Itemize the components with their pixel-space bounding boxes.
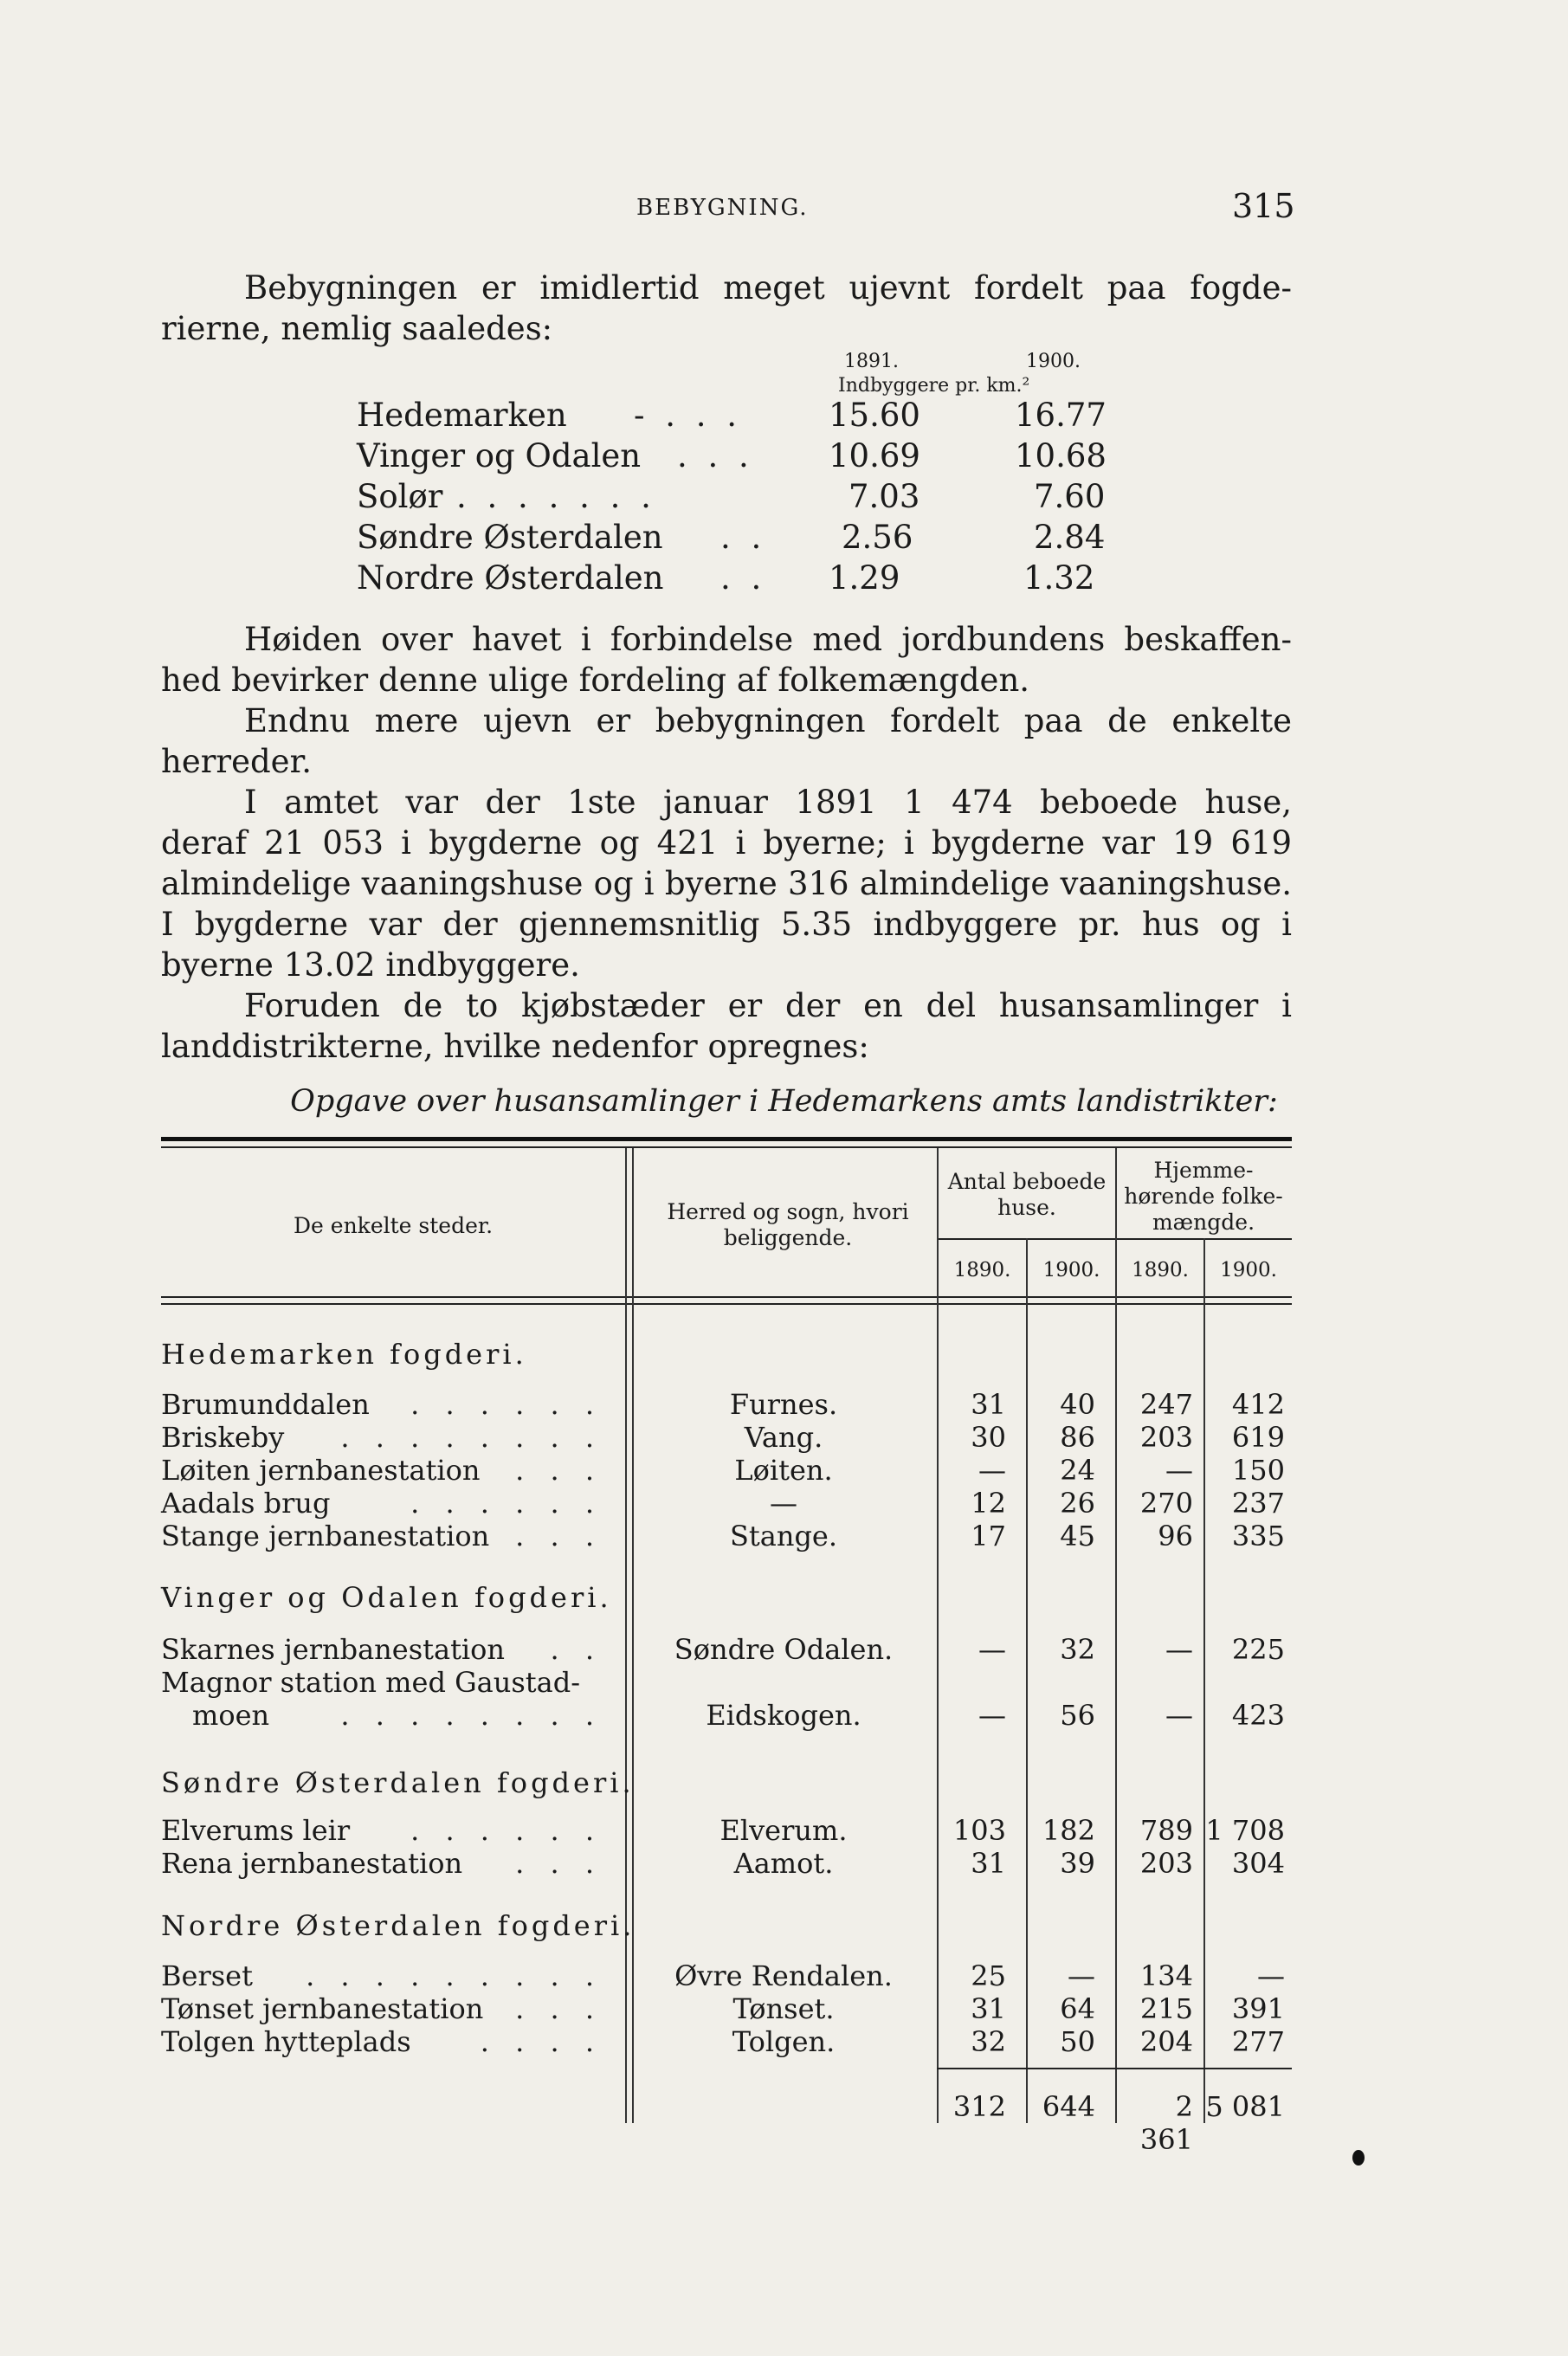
text-line: herreder. xyxy=(161,743,312,780)
header-sub-rule xyxy=(937,1238,1292,1240)
herred-cell: Løiten. xyxy=(734,1454,833,1487)
pop-1900: 412 xyxy=(1231,1388,1285,1421)
header-houses: Antal beboede huse. xyxy=(947,1169,1107,1220)
paragraph xyxy=(161,619,1292,700)
density-unit-label: Indbyggere pr. km.² xyxy=(838,375,1030,397)
leader-dots: . . . xyxy=(515,1992,603,2025)
density-1891: 1.29 xyxy=(829,559,900,597)
text-line: I bygderne var der gjennemsnitlig 5.35 indbyggere pr. hus og i xyxy=(161,906,1292,943)
houses-1890: — xyxy=(978,1699,1006,1732)
herred-cell: Eidskogen. xyxy=(706,1699,861,1732)
pop-1890: 247 xyxy=(1139,1388,1193,1421)
total-houses-1900: 644 xyxy=(1042,2090,1095,2123)
text-line: byerne 13.02 indbyggere. xyxy=(161,946,580,984)
pop-1890: 215 xyxy=(1139,1992,1193,2025)
houses-1890: 17 xyxy=(971,1520,1006,1552)
pop-1900: 304 xyxy=(1231,1847,1285,1880)
pop-1890: 789 xyxy=(1139,1814,1193,1847)
pop-1900: 391 xyxy=(1231,1992,1285,2025)
houses-1900: 24 xyxy=(1060,1454,1095,1487)
place-name: Tønset jernbanestation xyxy=(161,1992,484,2025)
houses-1900: 50 xyxy=(1060,2025,1095,2058)
pop-1890: 270 xyxy=(1139,1487,1193,1520)
district-name: Søndre Østerdalen xyxy=(357,519,663,556)
leader-dots: . . . xyxy=(515,1520,603,1552)
pop-1890: — xyxy=(1165,1633,1193,1666)
pop-1900: 1 708 xyxy=(1205,1814,1285,1847)
leader-dots: . . xyxy=(550,1633,603,1666)
herred-cell: — xyxy=(770,1487,797,1520)
page-number: 315 xyxy=(1232,187,1295,225)
leader-dots: . . . . . . xyxy=(410,1388,603,1421)
paragraph xyxy=(161,985,1292,1067)
houses-1900: 56 xyxy=(1060,1699,1095,1732)
density-1891: 15.60 xyxy=(829,397,920,434)
pop-1890: 134 xyxy=(1139,1959,1193,1992)
houses-1900: 182 xyxy=(1042,1814,1095,1847)
text-line: landdistrikterne, hvilke nedenfor opregnes: xyxy=(161,1028,869,1065)
district-name: Solør xyxy=(357,478,443,515)
leader-dots: . . . . . . xyxy=(410,1814,603,1847)
paragraph xyxy=(161,782,1292,985)
density-1900: 2.84 xyxy=(1034,519,1106,556)
pop-1900: 237 xyxy=(1231,1487,1285,1520)
header-places: De enkelte steder. xyxy=(293,1213,494,1238)
houses-1900: 64 xyxy=(1060,1992,1095,2025)
leader-dots: . . . . xyxy=(480,2025,603,2058)
pop-1900: 277 xyxy=(1231,2025,1285,2058)
herred-cell: Aamot. xyxy=(733,1847,834,1880)
district-name: Vinger og Odalen xyxy=(357,437,642,474)
header-population: Hjemme- hørende folke- mængde. xyxy=(1124,1158,1283,1235)
place-name: Skarnes jernbanestation xyxy=(161,1633,506,1666)
herred-cell: Elverum. xyxy=(719,1814,848,1847)
leader-dots: . . . . . . . . xyxy=(340,1699,603,1732)
houses-1890: 32 xyxy=(971,2025,1006,2058)
running-header-title: BEBYGNING. xyxy=(636,195,809,221)
herred-cell: Vang. xyxy=(744,1421,823,1454)
houses-1890: 103 xyxy=(952,1814,1006,1847)
group-heading: Søndre Østerdalen fogderi. xyxy=(161,1766,635,1799)
pop-1900: 225 xyxy=(1231,1633,1285,1666)
pop-1900: 619 xyxy=(1231,1421,1285,1454)
houses-1890: — xyxy=(978,1633,1006,1666)
place-name: Briskeby xyxy=(161,1421,285,1454)
place-name: Stange jernbanestation xyxy=(161,1520,490,1552)
place-name: Berset xyxy=(161,1959,253,1992)
header-pop-1890: 1890. xyxy=(1132,1259,1189,1281)
text-line: Foruden de to kjøbstæder er der en del husansamlinger i xyxy=(244,987,1292,1024)
pop-1900: 335 xyxy=(1231,1520,1285,1552)
density-1891: 10.69 xyxy=(829,437,920,474)
pop-1890: 203 xyxy=(1139,1421,1193,1454)
density-year-1900: 1900. xyxy=(1026,351,1081,372)
group-heading: Hedemarken fogderi. xyxy=(161,1338,527,1371)
table-caption: Opgave over husansamlinger i Hedemarkens amts landistrikter: xyxy=(290,1084,1278,1119)
herred-cell: Tønset. xyxy=(732,1992,835,2025)
totals-rule xyxy=(937,2068,1292,2069)
column-rule xyxy=(625,1148,627,2123)
header-bottom-rule-2 xyxy=(161,1303,1292,1305)
herred-cell: Tolgen. xyxy=(732,2025,836,2058)
density-year-1891: 1891. xyxy=(844,351,899,372)
density-1900: 7.60 xyxy=(1034,478,1106,515)
place-name: Magnor station med Gaustad- xyxy=(161,1666,581,1699)
place-name: Tolgen hytteplads xyxy=(161,2025,411,2058)
density-row xyxy=(357,519,1119,558)
intro-paragraph xyxy=(161,268,1292,349)
total-pop-1900: 5 081 xyxy=(1205,2090,1285,2123)
houses-1900: 86 xyxy=(1060,1421,1095,1454)
pop-1890: 96 xyxy=(1158,1520,1193,1552)
houses-1890: 31 xyxy=(971,1992,1006,2025)
density-1900: 10.68 xyxy=(1015,437,1107,474)
pop-1900: 150 xyxy=(1231,1454,1285,1487)
place-name: moen xyxy=(192,1699,270,1732)
paragraph xyxy=(161,700,1292,782)
density-row xyxy=(357,559,1119,599)
density-1891: 2.56 xyxy=(842,519,913,556)
group-heading: Nordre Østerdalen fogderi. xyxy=(161,1909,636,1942)
leader-dots: - . . . xyxy=(634,397,743,434)
density-1900: 1.32 xyxy=(1023,559,1095,597)
density-row xyxy=(357,397,1119,436)
herred-cell: Furnes. xyxy=(729,1388,838,1421)
text-line: Høiden over havet i forbindelse med jordbundens beskaffen- xyxy=(244,621,1292,658)
district-name: Hedemarken xyxy=(357,397,567,434)
leader-dots: . . . . . . . . . xyxy=(306,1959,603,1992)
text-line: I amtet var der 1ste januar 1891 1 474 beboede huse, xyxy=(244,784,1292,821)
place-name: Løiten jernbanestation xyxy=(161,1454,481,1487)
place-name: Elverums leir xyxy=(161,1814,351,1847)
density-row xyxy=(357,437,1119,477)
pop-1900: — xyxy=(1257,1959,1285,1992)
houses-1890: 31 xyxy=(971,1388,1006,1421)
text-line: hed bevirker denne ulige fordeling af folkemængden. xyxy=(161,662,1030,699)
houses-1900: 39 xyxy=(1060,1847,1095,1880)
leader-dots: . . xyxy=(720,519,767,556)
leader-dots: . . . xyxy=(515,1847,603,1880)
pop-1890: — xyxy=(1165,1699,1193,1732)
header-herred: Herred og sogn, hvori beliggende. xyxy=(667,1199,909,1250)
total-houses-1890: 312 xyxy=(952,2090,1006,2123)
herred-cell: Søndre Odalen. xyxy=(674,1633,894,1666)
houses-1890: 25 xyxy=(971,1959,1006,1992)
leader-dots: . . . xyxy=(677,437,754,474)
table-top-rule-thin xyxy=(161,1146,1292,1148)
leader-dots: . . . xyxy=(515,1454,603,1487)
text-line: deraf 21 053 i bygderne og 421 i byerne; i bygderne var 19 619 xyxy=(161,824,1292,862)
district-name: Nordre Østerdalen xyxy=(357,559,664,597)
pop-1890: 203 xyxy=(1139,1847,1193,1880)
table-top-rule xyxy=(161,1137,1292,1141)
density-1891: 7.03 xyxy=(849,478,920,515)
houses-1890: — xyxy=(978,1454,1006,1487)
houses-1890: 30 xyxy=(971,1421,1006,1454)
text-line: Endnu mere ujevn er bebygningen fordelt paa de enkelte xyxy=(244,702,1292,739)
header-houses-1890: 1890. xyxy=(953,1259,1011,1281)
header-bottom-rule xyxy=(161,1296,1292,1298)
text-line: Bebygningen er imidlertid meget ujevnt fordelt paa fogde- xyxy=(244,269,1292,307)
text-line: almindelige vaaningshuse og i byerne 316 almindelige vaaningshuse. xyxy=(161,865,1292,902)
pop-1890: 204 xyxy=(1139,2025,1193,2058)
total-pop-1890: 2 361 xyxy=(1139,2090,1193,2156)
place-name: Brumunddalen xyxy=(161,1388,370,1421)
houses-1900: 32 xyxy=(1060,1633,1095,1666)
pop-1890: — xyxy=(1165,1454,1193,1487)
houses-1900: 45 xyxy=(1060,1520,1095,1552)
place-name: Aadals brug xyxy=(161,1487,331,1520)
houses-1900: — xyxy=(1068,1959,1095,1992)
density-row xyxy=(357,478,1119,518)
density-1900: 16.77 xyxy=(1015,397,1107,434)
text-line: rierne, nemlig saaledes: xyxy=(161,310,553,347)
pop-1900: 423 xyxy=(1231,1699,1285,1732)
leader-dots: . . xyxy=(720,559,767,597)
header-houses-1900: 1900. xyxy=(1042,1259,1100,1281)
header-pop-1900: 1900. xyxy=(1220,1259,1277,1281)
houses-1900: 40 xyxy=(1060,1388,1095,1421)
leader-dots: . . . . . . . . xyxy=(340,1421,603,1454)
houses-1900: 26 xyxy=(1060,1487,1095,1520)
houses-1890: 12 xyxy=(971,1487,1006,1520)
leader-dots: . . . . . . . xyxy=(456,478,656,515)
place-name: Rena jernbanestation xyxy=(161,1847,463,1880)
ink-spot xyxy=(1352,2150,1365,2166)
leader-dots: . . . . . . xyxy=(410,1487,603,1520)
herred-cell: Stange. xyxy=(729,1520,838,1552)
herred-cell: Øvre Rendalen. xyxy=(674,1959,893,1992)
group-heading: Vinger og Odalen fogderi. xyxy=(161,1581,612,1614)
houses-1890: 31 xyxy=(971,1847,1006,1880)
